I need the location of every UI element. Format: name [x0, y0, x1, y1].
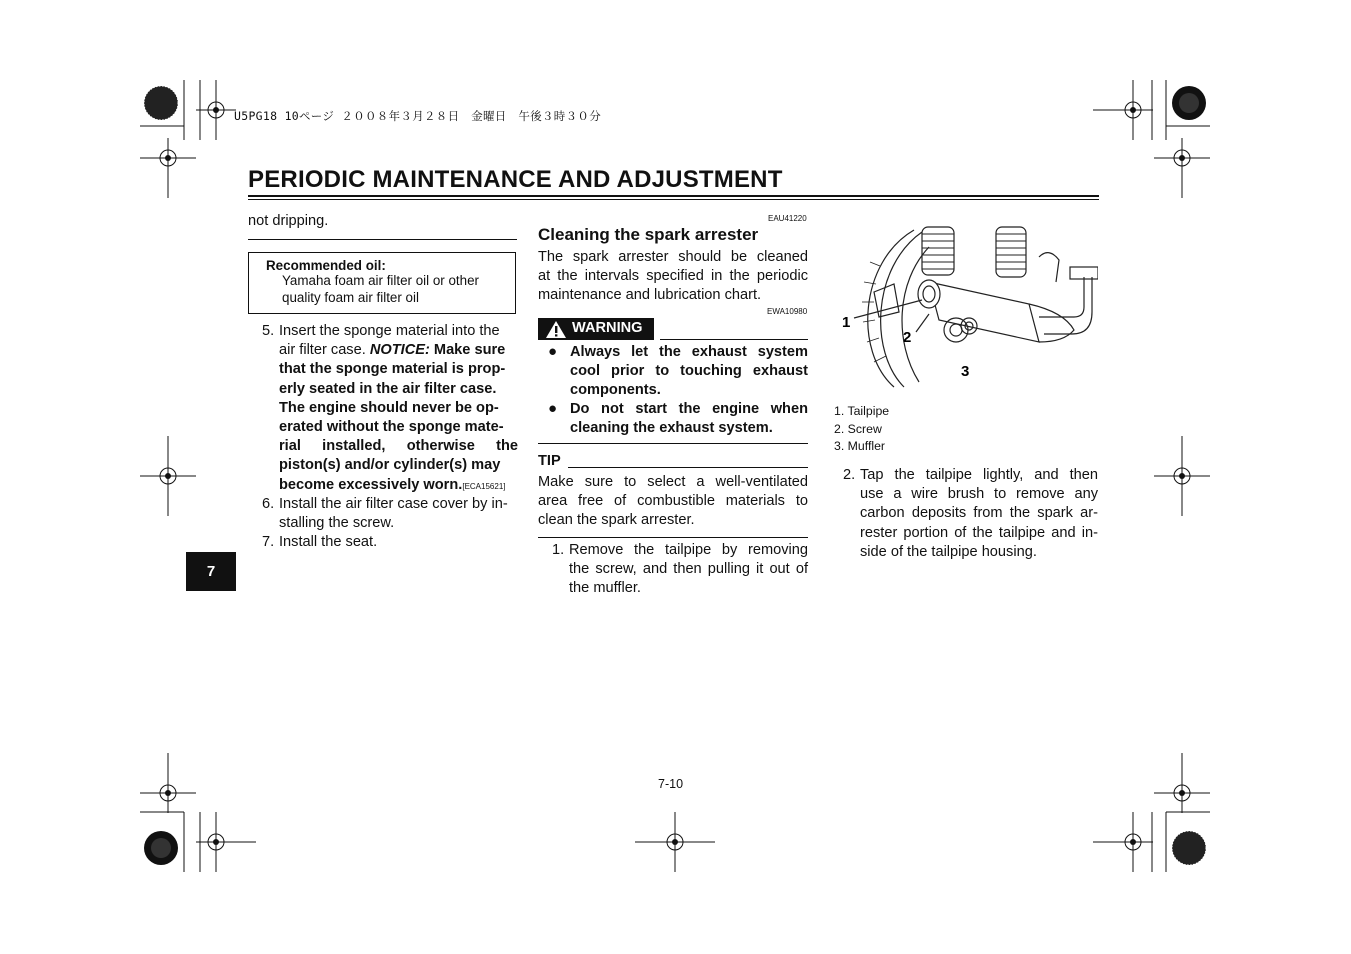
step-number: 2.	[843, 467, 856, 483]
bullet-icon: ●	[548, 400, 558, 417]
step-line: Insert the sponge material into the	[279, 323, 500, 339]
warning-bullet: ● Always let the exhaust system cool prior to touching exhaust components.	[548, 343, 808, 399]
step-number: 6.	[262, 496, 275, 512]
notice-text: that the sponge material is prop- erly seated in the air filter case. The engine should never be op- erated without the sponge mate- rial installed, otherwise the piston(s) and/or cylinder(s) may become excessively worn.[ECA15621]	[279, 361, 518, 493]
callout-2: 2	[903, 329, 912, 346]
notice-code: [ECA15621]	[462, 481, 506, 491]
step-text	[279, 322, 518, 496]
step-line: air filter case. NOTICE: Make sure	[279, 342, 506, 359]
tailpipe-illustration	[834, 222, 1098, 392]
rule	[248, 239, 517, 240]
warning-badge	[538, 318, 654, 340]
step-number: 5.	[262, 323, 275, 339]
bullet-icon: ●	[548, 343, 558, 360]
section-code: EAU41220	[768, 214, 807, 223]
tip-text: Make sure to select a well-ventilated area free of combustible materials to clean the spark arrester.	[538, 474, 808, 529]
oil-box-heading: Recommended oil:	[266, 258, 386, 273]
page-number: 7-10	[658, 777, 684, 791]
legend-item: 1. Tailpipe	[834, 404, 890, 418]
page-title: PERIODIC MAINTENANCE AND ADJUSTMENT	[248, 166, 783, 193]
title-rule	[248, 195, 1099, 197]
rule	[568, 467, 808, 468]
oil-box-text	[282, 273, 502, 306]
oil-box-line: quality foam air filter oil	[282, 289, 419, 305]
warning-triangle-icon	[545, 320, 567, 339]
step-number: 7.	[262, 534, 275, 550]
legend-item: 3. Muffler	[834, 439, 886, 453]
step-number: 1.	[552, 542, 565, 558]
step-text: Install the seat.	[279, 534, 378, 550]
rule	[538, 443, 808, 444]
warning-label: WARNING	[572, 320, 643, 336]
notice-label: NOTICE:	[369, 342, 430, 359]
chapter-tab: 7	[186, 552, 236, 591]
callout-3: 3	[961, 363, 970, 380]
warning-bullet: ● Do not start the engine when cleaning the exhaust system.	[548, 400, 808, 437]
recommended-oil-box	[248, 252, 516, 314]
section-intro: The spark arrester should be cleaned at the intervals specified in the periodic maintenance and lubrication chart.	[538, 249, 808, 304]
tip-label: TIP	[538, 453, 561, 469]
legend-item: 2. Screw	[834, 421, 882, 436]
step-text: Install the air filter case cover by in- stalling the screw.	[279, 496, 508, 532]
callout-1: 1	[842, 314, 851, 331]
oil-box-line: Yamaha foam air filter oil or other	[282, 273, 479, 288]
section-title: Cleaning the spark arrester	[538, 225, 759, 244]
rule	[660, 339, 808, 340]
print-code: U5PG18 10ページ ２００８年３月２８日 金曜日 午後３時３０分	[234, 109, 602, 123]
rule	[538, 537, 808, 538]
continuation-text: not dripping.	[248, 213, 329, 229]
figure-legend	[834, 403, 889, 456]
title-rule-thin	[248, 199, 1099, 200]
warning-code: EWA10980	[767, 307, 808, 316]
